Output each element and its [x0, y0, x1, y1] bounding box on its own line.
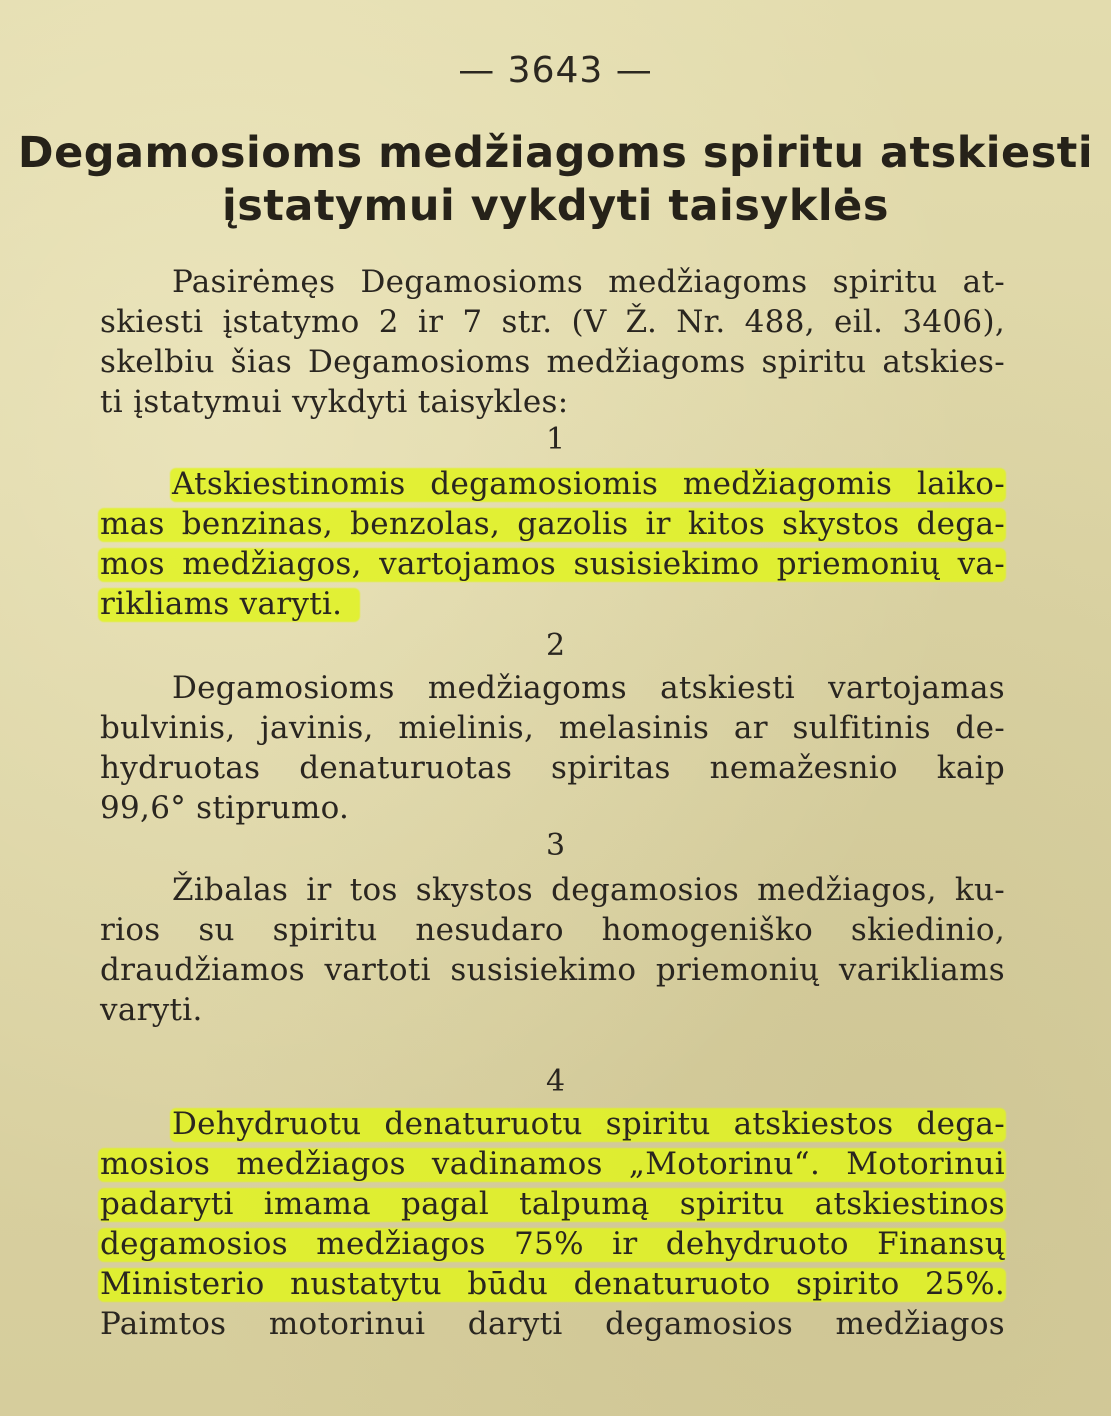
section-line: draudžiamos vartoti susisiekimo priemonių varikliams: [100, 952, 1005, 988]
section-line: varyti.: [100, 992, 203, 1028]
section-line: Dehydruotu denaturuotu spiritu atskiestos dega-: [172, 1106, 1005, 1142]
section-line: Ministerio nustatytu būdu denaturuoto spirito 25%.: [100, 1266, 1005, 1302]
section-line: mas benzinas, benzolas, gazolis ir kitos skystos dega-: [100, 506, 1005, 542]
section-line: degamosios medžiagos 75% ir dehydruoto Finansų: [100, 1226, 1005, 1262]
section-line: Žibalas ir tos skystos degamosios medžiagos, ku-: [172, 872, 1005, 908]
section-line: padaryti imama pagal talpumą spiritu atskiestinos: [100, 1186, 1005, 1222]
section-number: 4: [545, 1064, 566, 1099]
page-number: — 3643 —: [458, 50, 653, 91]
section-line: mosios medžiagos vadinamos „Motorinu“. Motorinui: [100, 1146, 1005, 1182]
section-line: Paimtos motorinui daryti degamosios medžiagos: [100, 1306, 1005, 1342]
section-line: rios su spiritu nesudaro homogeniško skiedinio,: [100, 912, 1005, 948]
section-line: hydruotas denaturuotas spiritas nemažesnio kaip: [100, 750, 1005, 786]
section-number: 1: [545, 422, 566, 457]
section-number: 2: [545, 628, 566, 663]
page-title-line-2: įstatymui vykdyti taisyklės: [222, 181, 889, 231]
section-line: mos medžiagos, vartojamos susisiekimo priemonių va-: [100, 546, 1005, 582]
section-line: rikliams varyti.: [100, 586, 343, 622]
intro-line: Pasirėmęs Degamosioms medžiagoms spiritu at-: [172, 264, 1005, 300]
section-number: 3: [545, 828, 566, 863]
intro-line: skelbiu šias Degamosioms medžiagoms spiritu atskies-: [100, 344, 1005, 380]
section-line: Atskiestinomis degamosiomis medžiagomis laiko-: [172, 466, 1005, 502]
section-line: bulvinis, javinis, mielinis, melasinis ar sulfitinis de-: [100, 710, 1005, 746]
section-line: Degamosioms medžiagoms atskiesti vartojamas: [172, 670, 1005, 706]
section-line: 99,6° stiprumo.: [100, 790, 350, 826]
intro-line: skiesti įstatymo 2 ir 7 str. (V Ž. Nr. 488, eil. 3406),: [100, 304, 1005, 340]
intro-line: ti įstatymui vykdyti taisykles:: [100, 384, 569, 420]
page-title-line-1: Degamosioms medžiagoms spiritu atskiesti: [17, 128, 1094, 178]
